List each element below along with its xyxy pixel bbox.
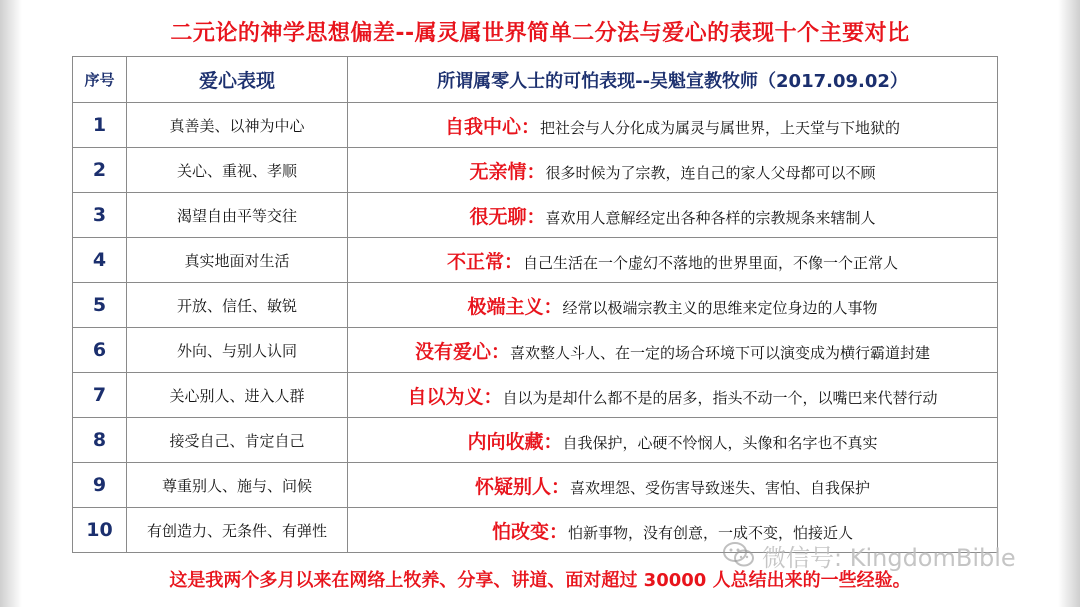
spiritual-behavior-cell: [348, 373, 998, 418]
spiritual-behavior-cell: [348, 328, 998, 373]
footer-note: 这是我两个多月以来在网络上牧养、分享、讲道、面对超过 30000 人总结出来的一些经验。: [169, 570, 911, 591]
table-row: [73, 418, 998, 463]
behavior-keyword: 没有爱心：: [414, 340, 510, 363]
row-number: 4: [73, 238, 127, 283]
header-number: 序号: [73, 57, 127, 103]
row-number: 6: [73, 328, 127, 373]
spiritual-behavior-cell: [348, 193, 998, 238]
page-title: 二元论的神学思想偏差--属灵属世界简单二分法与爱心的表现十个主要对比: [170, 21, 910, 46]
comparison-table: [72, 56, 998, 553]
row-number: 10: [73, 508, 127, 553]
behavior-keyword: 怕改变：: [491, 520, 568, 543]
header-love-expression: 爱心表现: [127, 57, 348, 103]
behavior-keyword: 极端主义：: [467, 295, 563, 318]
behavior-description: 把社会与人分化成为属灵与属世界，上天堂与下地狱的: [540, 118, 901, 137]
spiritual-behavior-cell: [348, 418, 998, 463]
behavior-keyword: 无亲情：: [469, 160, 546, 183]
behavior-keyword: 内向收藏：: [467, 430, 563, 453]
table-row: [73, 283, 998, 328]
love-expression-cell: 外向、与别人认同: [127, 328, 348, 373]
spiritual-behavior-cell: [348, 148, 998, 193]
spiritual-behavior-cell: [348, 283, 998, 328]
behavior-description: 经常以极端宗教主义的思维来定位身边的人事物: [562, 298, 878, 317]
table-header-row: [73, 57, 998, 103]
behavior-keyword: 自我中心：: [444, 115, 540, 138]
behavior-description: 自我保护，心硬不怜悯人，头像和名字也不真实: [562, 433, 878, 452]
watermark-text: 微信号: KingdomBible: [762, 543, 1016, 572]
behavior-description: 喜欢埋怨、受伤害导致迷失、害怕、自我保护: [570, 478, 871, 497]
behavior-description: 怕新事物，没有创意，一成不变，怕接近人: [568, 523, 854, 542]
behavior-description: 喜欢整人斗人、在一定的场合环境下可以演变成为横行霸道封建: [510, 343, 931, 362]
table-row: [73, 148, 998, 193]
love-expression-cell: 渴望自由平等交往: [127, 193, 348, 238]
love-expression-cell: 关心、重视、孝顺: [127, 148, 348, 193]
table-row: [73, 328, 998, 373]
behavior-keyword: 自以为义：: [407, 385, 503, 408]
love-expression-cell: 关心别人、进入人群: [127, 373, 348, 418]
row-number: 8: [73, 418, 127, 463]
behavior-description: 喜欢用人意解经定出各种各样的宗教规条来辖制人: [545, 208, 876, 227]
table-row: [73, 193, 998, 238]
behavior-description: 自己生活在一个虚幻不落地的世界里面，不像一个正常人: [523, 253, 899, 272]
table-row: [73, 463, 998, 508]
spiritual-behavior-cell: [348, 238, 998, 283]
row-number: 2: [73, 148, 127, 193]
row-number: 7: [73, 373, 127, 418]
behavior-keyword: 怀疑别人：: [474, 475, 570, 498]
table-row: [73, 373, 998, 418]
behavior-keyword: 很无聊：: [469, 205, 546, 228]
row-number: 3: [73, 193, 127, 238]
behavior-keyword: 不正常：: [446, 250, 523, 273]
love-expression-cell: 接受自己、肯定自己: [127, 418, 348, 463]
love-expression-cell: 真善美、以神为中心: [127, 103, 348, 148]
table-row: [73, 238, 998, 283]
behavior-description: 自以为是却什么都不是的居多，指头不动一个，以嘴巴来代替行动: [502, 388, 938, 407]
spiritual-behavior-cell: [348, 103, 998, 148]
behavior-description: 很多时候为了宗教，连自己的家人父母都可以不顾: [545, 163, 876, 182]
row-number: 1: [73, 103, 127, 148]
love-expression-cell: 尊重别人、施与、问候: [127, 463, 348, 508]
love-expression-cell: 真实地面对生活: [127, 238, 348, 283]
header-spiritual-behavior: 所谓属零人士的可怕表现--吴魁宣教牧师（2017.09.02）: [348, 57, 998, 103]
row-number: 5: [73, 283, 127, 328]
row-number: 9: [73, 463, 127, 508]
spiritual-behavior-cell: [348, 463, 998, 508]
love-expression-cell: 有创造力、无条件、有弹性: [127, 508, 348, 553]
love-expression-cell: 开放、信任、敏锐: [127, 283, 348, 328]
table-row: [73, 103, 998, 148]
